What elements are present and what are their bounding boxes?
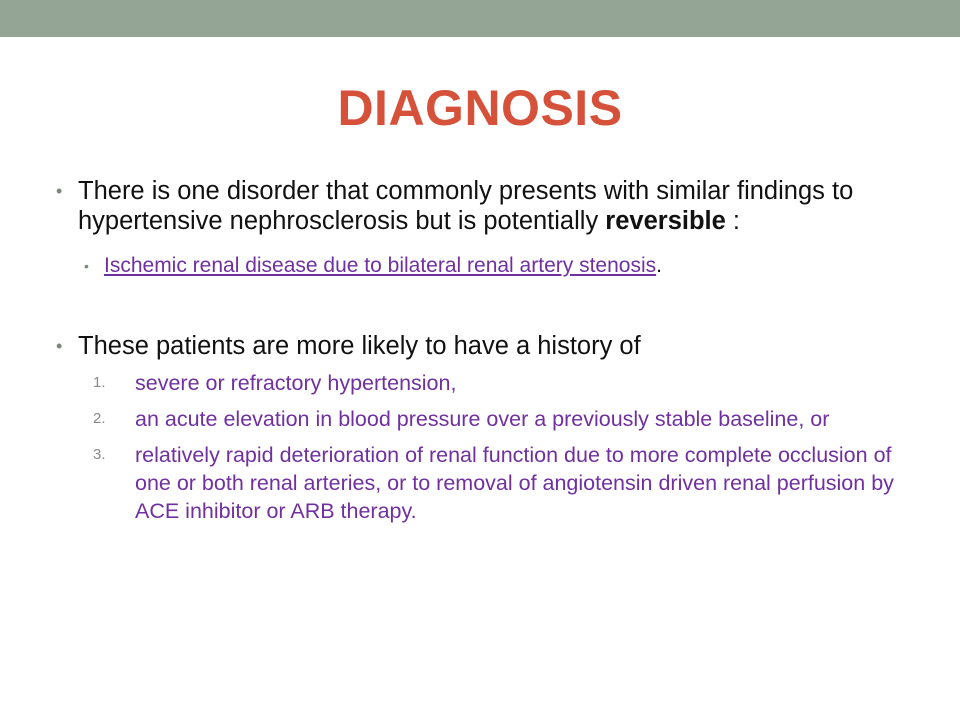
- slide-content: [56, 176, 916, 525]
- list-number: 1.: [93, 374, 106, 391]
- bullet-disorder: [56, 176, 916, 236]
- list-item: [56, 405, 916, 433]
- bullet-icon: •: [56, 336, 63, 356]
- sub-bullet-suffix: .: [656, 254, 662, 277]
- ischemic-renal-disease-link[interactable]: Ischemic renal disease due to bilateral renal artery stenosis: [104, 254, 657, 277]
- top-accent-bar: [0, 0, 960, 37]
- slide-title: DIAGNOSIS: [337, 80, 623, 136]
- bullet-history: [56, 331, 916, 361]
- list-number: 2.: [93, 410, 106, 427]
- bullet-icon: •: [84, 258, 89, 274]
- list-item-text: relatively rapid deterioration of renal function due to more complete occlusion of one or both renal arteries, or to removal of angiotensin driven renal perfusion by ACE inhibitor or ARB therapy.: [135, 443, 894, 523]
- bullet-disorder-bold: reversible: [605, 207, 726, 235]
- list-item: [56, 369, 916, 397]
- bullet-icon: •: [56, 181, 63, 201]
- list-number: 3.: [93, 446, 106, 463]
- list-item-text: an acute elevation in blood pressure over a previously stable baseline, or: [135, 407, 830, 431]
- bullet-history-text: These patients are more likely to have a history of: [78, 332, 641, 360]
- list-item: [56, 441, 916, 525]
- list-item-text: severe or refractory hypertension,: [135, 371, 457, 395]
- bullet-disorder-suffix: :: [725, 207, 740, 235]
- sub-bullet-ischemic: [56, 252, 916, 280]
- bullet-disorder-text: There is one disorder that commonly presents with similar findings to hypertensive nephrosclerosis but is potentially: [78, 177, 854, 235]
- history-list: [56, 369, 916, 525]
